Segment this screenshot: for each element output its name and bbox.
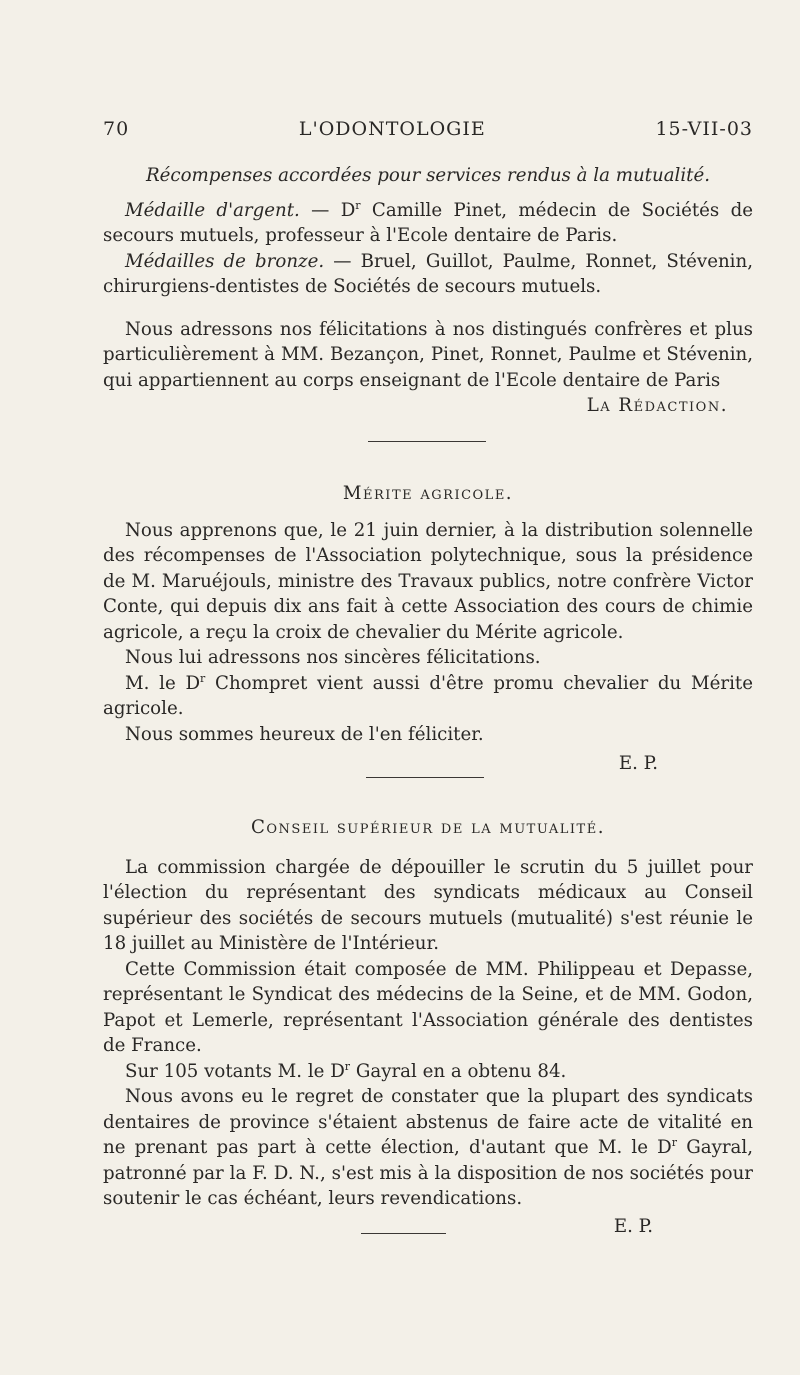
paragraph: M. le $D^r$ Chompret vient aussi d'être promu chevalier du Mérite agricole. — [103, 671, 753, 719]
signature: La Rédaction. — [586, 395, 728, 416]
paragraph: Nous apprenons que, le 21 juin dernier, à la distribution solennelle des récompenses de l'Association polytechnique, sous la présidence de M. Maruéjouls, ministre des Travaux publics, notre confrère Victor Conte, qui depuis dix ans fait à cette Association des cours de chimie agricole, a reçu la croix de chevalier du Mérite agricole. — [103, 519, 753, 643]
signature: E. P. — [618, 753, 658, 774]
award-label: Médailles de bronze. — [125, 250, 325, 272]
divider — [361, 1233, 446, 1234]
divider — [366, 777, 484, 778]
section-recompenses — [103, 163, 753, 419]
section-title: Conseil supérieur de la mutualité. — [250, 817, 606, 838]
paragraph: Médaille d'argent. — $D^r$ Camille Pinet, médecin de Sociétés de secours mutuels, professeur à l'Ecole dentaire de Paris. — [103, 198, 753, 246]
page-number: 70 — [103, 118, 130, 140]
journal-title: L'ODONTOLOGIE — [298, 118, 486, 140]
section-title: Récompenses accordées pour services rendus à la mutualité. — [145, 165, 711, 186]
divider — [368, 441, 486, 442]
issue-date: 15-VII-03 — [655, 118, 753, 140]
running-header — [103, 118, 753, 140]
paragraph: Médailles de bronze. — Bruel, Guillot, Paulme, Ronnet, Stévenin, chirurgiens-dentistes de Sociétés de secours mutuels. — [103, 250, 753, 297]
signature: E. P. — [613, 1215, 653, 1237]
paragraph: Nous avons eu le regret de constater que la plupart des syndicats dentaires de province s'étaient abstenus de faire acte de vitalité en ne prenant pas part à cette élection, d'autant que M. le $D^r$ Gayral, patronné par la F. D. N., s'est mis à la disposition de nos sociétés pour soutenir le cas échéant, leurs revendications. — [103, 1086, 753, 1209]
paragraph: Nous adressons nos félicitations à nos distingués confrères et plus particulièrement à MM. Bezançon, Pinet, Ronnet, Paulme et Stévenin, qui appartiennent au corps enseignant de l'Ecole dentaire de Paris — [103, 318, 753, 391]
section-merite-agricole — [103, 481, 753, 777]
paragraph: Nous lui adressons nos sincères félicitations. — [125, 647, 541, 668]
award-label: Médaille d'argent. — [125, 199, 300, 221]
section-title: Mérite agricole. — [342, 483, 514, 504]
paragraph: La commission chargée de dépouiller le scrutin du 5 juillet pour l'élection du représentant des syndicats médicaux au Conseil supérieur des sociétés de secours mutuels (mutualité) s'est réunie le 18 juillet au Ministère de l'Intérieur. — [103, 856, 753, 954]
section-conseil-mutualite — [103, 815, 753, 1239]
paragraph: Nous sommes heureux de l'en féliciter. — [125, 723, 484, 745]
paragraph: Cette Commission était composée de MM. Philippeau et Depasse, représentant le Syndicat des médecins de la Seine, et de MM. Godon, Papot et Lemerle, représentant l'Association générale des dentistes de France. — [103, 958, 753, 1056]
paragraph: Sur 105 votants M. le $D^r$ Gayral en a obtenu 84. — [125, 1059, 567, 1082]
